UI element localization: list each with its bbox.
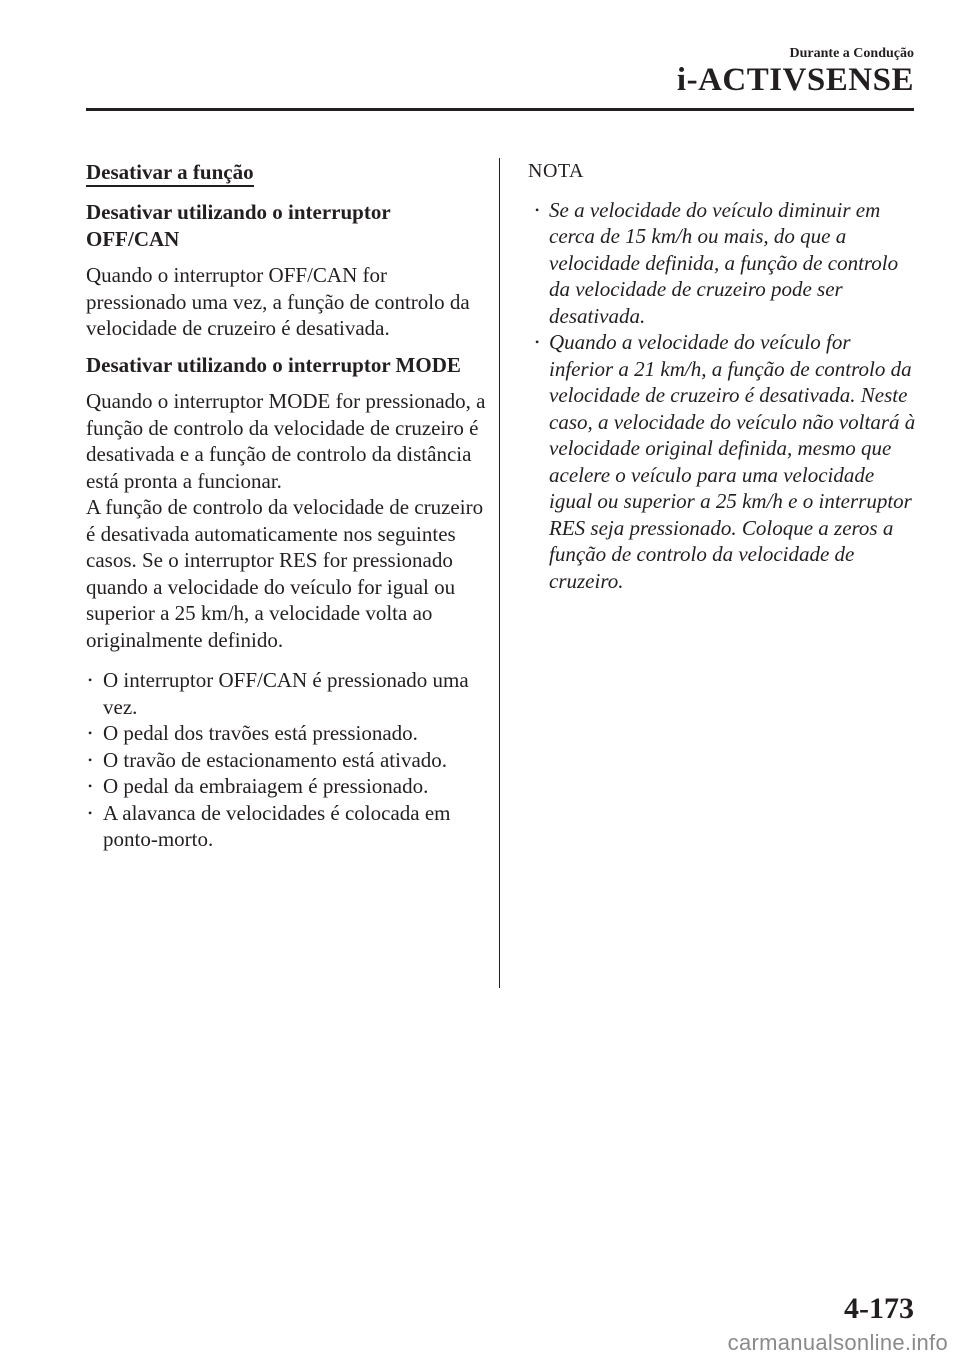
bullet-icon: • [88, 752, 93, 767]
subsection-title-mode: Desativar utilizando o interruptor MODE [86, 352, 461, 377]
list-item [86, 720, 486, 747]
list-item-text: O pedal dos travões está pressionado. [103, 721, 418, 745]
section-title: Desativar a função [86, 160, 254, 187]
list-item-text: O interruptor OFF/CAN é pressionado uma vez. [103, 668, 469, 719]
note-item [528, 197, 918, 330]
list-item-text: O travão de estacionamento está ativado. [103, 747, 448, 772]
page-number: 4-173 [844, 1292, 914, 1325]
paragraph-mode: Quando o interruptor MODE for pressionado, a função de controlo da velocidade de cruzeiro é desativada e a função de controlo da distância está pronta a funcionar. [86, 389, 486, 493]
note-item-text: Quando a velocidade do veículo for inferior a 21 km/h, a função de controlo da velocidade de cruzeiro é desativada. Neste caso, a velocidade do veículo não voltará à velocidade original definida, mesmo que acelere o veículo para uma velocidade igual ou superior a 25 km/h e o interruptor RES seja pressionado. Coloque a zeros a função de controlo da velocidade de cruzeiro. [549, 330, 916, 593]
bullet-icon: • [88, 779, 93, 793]
subsection-title-off-can: Desativar utilizando o interruptor OFF/CAN [86, 200, 391, 251]
list-item-text: A alavanca de velocidades é colocada em ponto-morto. [103, 800, 451, 851]
watermark: carmanualsonline.info [727, 1330, 948, 1355]
note-list [528, 197, 918, 595]
list-item [86, 773, 486, 800]
bullet-icon: • [535, 335, 540, 349]
right-column [528, 158, 918, 594]
list-item-text: O pedal da embraiagem é pressionado. [103, 774, 429, 798]
bullet-icon: • [88, 726, 93, 740]
header-section-title: Durante a Condução [789, 46, 914, 61]
paragraph-automatic-cancel: A função de controlo da velocidade de cruzeiro é desativada automaticamente nos seguintes casos. Se o interruptor RES for pressionado quando a velocidade do veículo for igual ou superior a 25 km/h, a velocidade volta ao originalmente definido. [86, 495, 484, 652]
cancel-conditions-list [86, 667, 486, 853]
bullet-icon: • [88, 805, 93, 820]
header-divider [86, 108, 914, 111]
list-item [86, 747, 486, 774]
column-divider [499, 158, 500, 988]
note-title: NOTA [528, 160, 584, 182]
bullet-icon: • [88, 673, 93, 687]
list-item [86, 667, 486, 720]
paragraph-off-can: Quando o interruptor OFF/CAN for pressionado uma vez, a função de controlo da velocidade de cruzeiro é desativada. [86, 263, 470, 340]
note-item-text: Se a velocidade do veículo diminuir em cerca de 15 km/h ou mais, do que a velocidade definida, a função de controlo da velocidade de cruzeiro pode ser desativada. [549, 197, 899, 328]
header-chapter-title: i-ACTIVSENSE [676, 62, 914, 98]
left-column [86, 158, 486, 853]
bullet-icon: • [535, 202, 540, 217]
note-item [528, 329, 918, 594]
list-item [86, 800, 486, 853]
